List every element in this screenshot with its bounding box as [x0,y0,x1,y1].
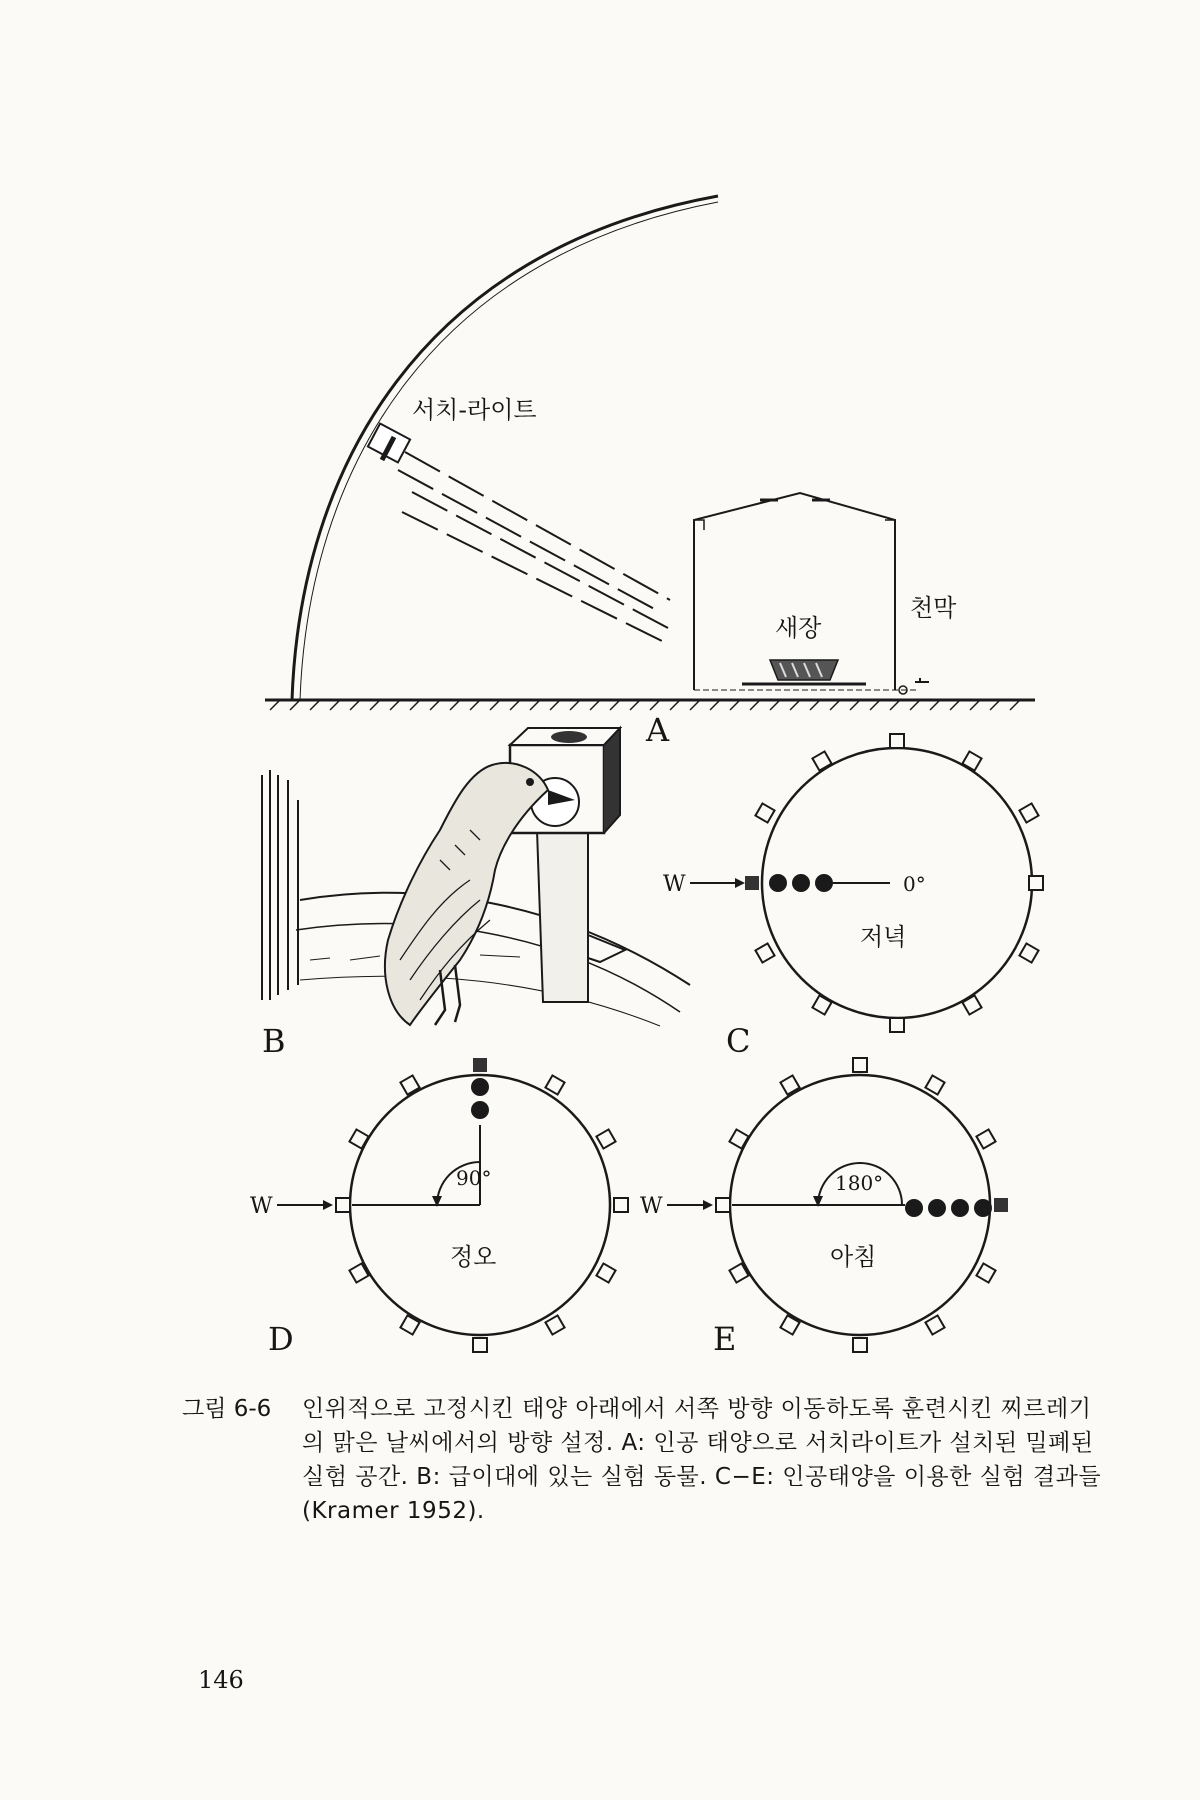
panel-e [640,1058,1008,1358]
searchlight-label: 서치-라이트 [412,396,537,424]
panel-b [262,728,690,1060]
panel-c [663,734,1043,1060]
panel-d [250,1058,628,1358]
page-number: 146 [198,1666,244,1694]
sun-feeder-marker [473,1058,487,1072]
curtain-label: 천막 [910,594,957,622]
orientation-dots [471,1078,489,1119]
panel-a [265,196,1035,749]
orientation-dot [928,1199,946,1217]
west-label: W [640,1194,663,1219]
orientation-dot [951,1199,969,1217]
time-label: 저녁 [860,923,907,951]
orientation-dot [815,874,833,892]
caption-text: 인위적으로 고정시킨 태양 아래에서 서쪽 방향 이동하도록 훈련시킨 찌르레기의 맑은 날씨에서의 방향 설정. A: 인공 태양으로 서치라이트가 설치된 밀폐된 실험 공간. B: 급이대에 있는 실험 동물. C−E: 인공태양을 이용한 실험 결과들(Kramer 1952). [302,1396,1102,1524]
orientation-dots [905,1199,992,1217]
west-label: W [663,872,686,897]
searchlight-icon [368,424,670,645]
sun-feeder-marker [745,876,759,890]
angle-label: 90° [456,1166,492,1190]
cage-label: 새장 [775,614,822,642]
ground-line [265,700,1035,710]
dome-arc [292,196,718,700]
panel-letter-b: B [262,1022,286,1060]
orientation-dots [769,874,833,892]
caption-label: 그림 6-6 [182,1396,272,1422]
orientation-dot [792,874,810,892]
orientation-dot [471,1101,489,1119]
time-label: 정오 [450,1243,497,1271]
angle-label: 180° [835,1171,884,1195]
angle-label: 0° [903,872,926,896]
orientation-dot [974,1199,992,1217]
panel-letter-d: D [268,1320,294,1358]
orientation-dot [471,1078,489,1096]
time-label: 아침 [830,1243,877,1271]
panel-letter-e: E [713,1320,737,1358]
orientation-dot [905,1199,923,1217]
orientation-dot [769,874,787,892]
sun-feeder-marker [994,1198,1008,1212]
west-label: W [250,1194,273,1219]
panel-letter-a: A [646,711,670,749]
panel-letter-c: C [726,1022,751,1060]
cage-icon [694,660,929,694]
